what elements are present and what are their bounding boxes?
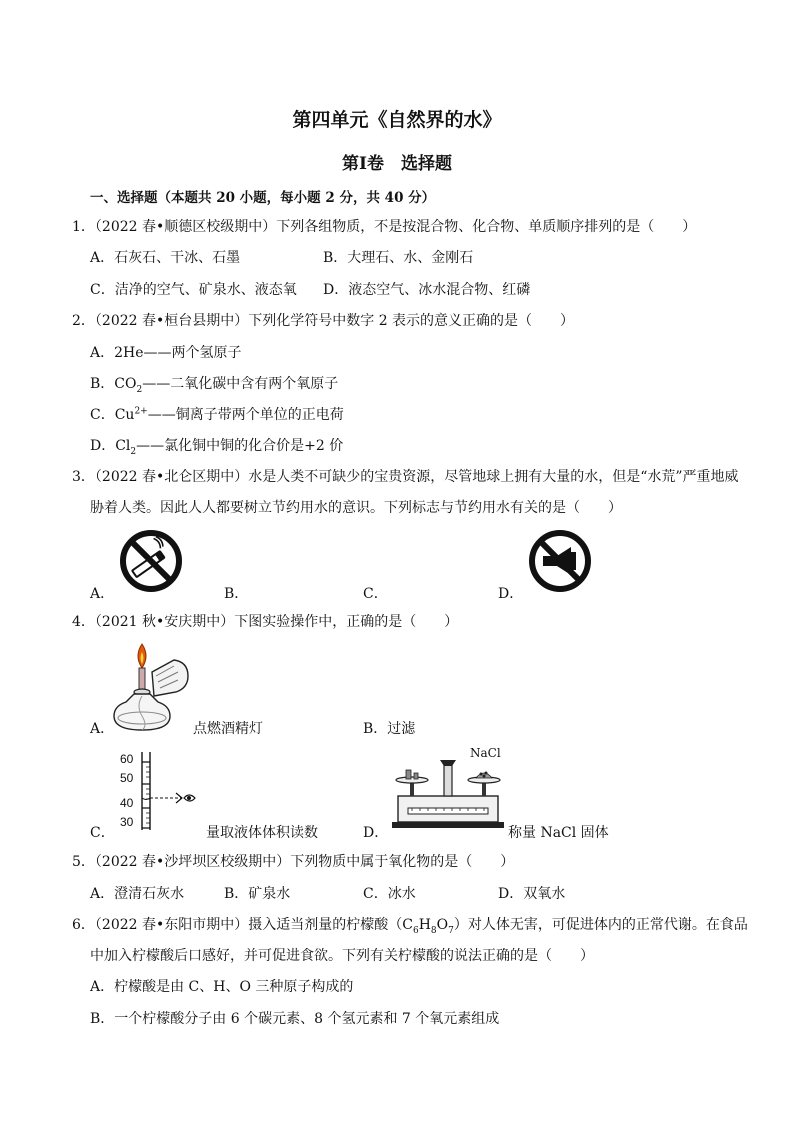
section-heading: 一、选择题（本题共 20 小题，每小题 2 分，共 40 分） [90,190,436,206]
question-4-option-d-caption: 称量 NaCl 固体 [508,825,609,841]
question-3-option-d: D． [498,586,524,602]
question-1-option-c: C．洁净的空气、矿泉水、液态氧 [90,282,297,298]
question-4-option-a: A． [90,721,115,737]
question-1-option-d: D．液态空气、冰水混合物、红磷 [323,282,531,298]
page-title: 第四单元《自然界的水》 [292,109,502,131]
no-smoking-sign-icon [118,528,184,594]
cylinder-tick-label-50: 50 [120,771,134,785]
question-6-option-b: B．一个柠檬酸分子由 6 个碳元素、8 个氢元素和 7 个氧元素组成 [90,1011,500,1027]
question-3-stem-line2: 胁着人类。因此人人都要树立节约用水的意识。下列标志与节约用水有关的是（ ） [90,500,622,516]
question-5-stem: 5．（2022 春•沙坪坝区校级期中）下列物质中属于氧化物的是（ ） [72,854,515,870]
question-4-stem: 4．（2021 秋•安庆期中）下图实验操作中，正确的是（ ） [72,614,459,630]
question-5-option-a: A．澄清石灰水 [90,886,185,902]
question-2-option-d: D．$Cl_2——$氯化铜中铜的化合价是+2 价 [90,438,344,457]
question-4-option-c-caption: 量取液体体积读数 [206,825,318,841]
question-3-stem-line1: 3．（2022 春•北仑区期中）水是人类不可缺少的宝贵资源，尽管地球上拥有大量的水，但是“水荒”严重地威 [72,469,739,485]
alcohol-lamp-icon [108,640,198,738]
measuring-cylinder-icon [138,750,200,834]
question-3-option-b: B． [224,586,249,602]
question-2-option-a: A．2He——两个氢原子 [90,345,242,361]
cylinder-tick-label-40: 40 [120,796,134,810]
question-2-option-c: C．$Cu^{2+}——$铜离子带两个单位的正电荷 [90,406,344,423]
question-4-option-b: B．过滤 [363,721,416,737]
balance-scale-icon [388,756,508,834]
cylinder-tick-label-30: 30 [120,815,134,829]
question-1-option-a: A．石灰石、干冰、石墨 [90,250,241,266]
question-4-option-a-caption: 点燃酒精灯 [193,721,263,737]
section-subtitle: 第Ⅰ卷 选择题 [342,154,452,174]
question-5-option-c: C．冰水 [363,886,416,902]
question-5-option-b: B．矿泉水 [224,886,291,902]
no-horn-sign-icon [527,528,593,594]
cylinder-tick-label-60: 60 [120,752,134,766]
question-3-option-a: A． [90,586,115,602]
question-3-option-c: C． [363,586,388,602]
question-1-stem: 1．（2022 春•顺德区校级期中）下列各组物质，不是按混合物、化合物、单质顺序排列的是（ ） [72,219,697,235]
question-4-option-c: C． [90,825,115,841]
question-1-option-b: B．大理石、水、金刚石 [323,250,474,266]
question-6-stem-line1: 6．（2022 春•东阳市期中）摄入适当剂量的柠檬酸$(C_6H_8O_7)$对人体无害，可促进体内的正常代谢。在食品 [72,917,748,936]
question-2-stem: 2．（2022 春•桓台县期中）下列化学符号中数字 2 表示的意义正确的是（ ） [72,313,575,329]
question-6-stem-line2: 中加入柠檬酸后口感好，并可促进食欲。下列有关柠檬酸的说法正确的是（ ） [90,948,594,964]
question-2-option-b: B．$CO_2——$二氧化碳中含有两个氧原子 [90,376,339,395]
question-5-option-d: D．双氧水 [498,886,566,902]
nacl-label: NaCl [470,746,501,760]
question-4-option-d: D． [363,825,389,841]
question-6-option-a: A．柠檬酸是由 C、H、O 三种原子构成的 [90,979,354,995]
